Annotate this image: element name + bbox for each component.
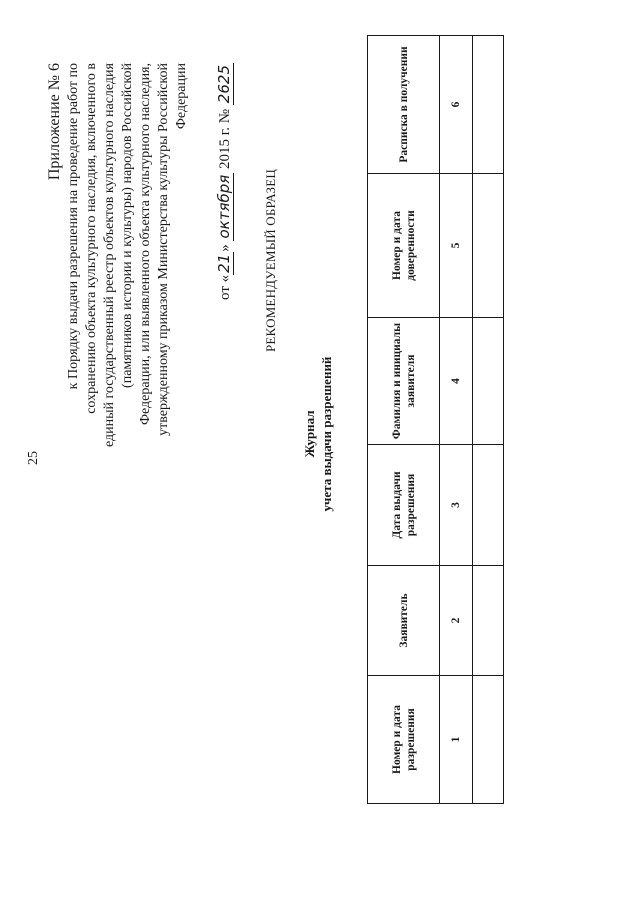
column-header: Дата выдачи разрешения	[368, 445, 440, 566]
order-year: 2015 г. №	[217, 105, 233, 173]
rotated-content	[1, 1, 639, 904]
appendix-line: (памятников истории и культуры) народов Российской	[120, 63, 135, 388]
journal-title: Журнал	[302, 410, 317, 458]
page-number: 25	[26, 451, 41, 465]
column-header: Фамилия и инициалы заявителя	[368, 318, 440, 445]
table-cell	[473, 445, 504, 566]
column-number-row	[440, 36, 473, 804]
table-cell	[473, 318, 504, 445]
journal-title-block	[301, 264, 335, 604]
order-prefix: от «	[217, 274, 233, 300]
column-number: 1	[440, 676, 473, 804]
appendix-line: Федерации, или выявленного объекта культурного наследия,	[138, 63, 153, 426]
order-sep: »	[217, 240, 233, 252]
appendix-line: единый государственный реестр объектов культурного наследия	[102, 63, 117, 448]
appendix-header	[45, 63, 191, 483]
order-day: 21	[215, 253, 233, 273]
column-header: Номер и дата разрешения	[368, 676, 440, 804]
appendix-line: Федерации	[174, 63, 189, 130]
column-number: 6	[440, 36, 473, 174]
column-header: Заявитель	[368, 566, 440, 676]
appendix-line: утвержденному приказом Министерства культуры Российской	[156, 63, 171, 436]
column-header: Номер и дата доверенности	[368, 174, 440, 318]
table-cell	[473, 174, 504, 318]
table-cell	[473, 566, 504, 676]
column-number: 5	[440, 174, 473, 318]
table-row	[473, 36, 504, 804]
appendix-title: Приложение № 6	[46, 63, 63, 181]
journal-table	[367, 35, 504, 804]
appendix-line: к Порядку выдачи разрешения на проведение работ по	[66, 63, 81, 390]
column-number: 3	[440, 445, 473, 566]
recommended-label: РЕКОМЕНДУЕМЫЙ ОБРАЗЕЦ	[263, 169, 278, 353]
table-cell	[473, 36, 504, 174]
order-reference	[215, 63, 234, 300]
column-header: Расписка в получении	[368, 36, 440, 174]
appendix-line: сохранению объекта культурного наследия, включенного в	[84, 63, 99, 414]
order-number: 2625	[215, 65, 233, 104]
column-number: 4	[440, 318, 473, 445]
order-month: октября	[215, 174, 233, 239]
column-number: 2	[440, 566, 473, 676]
table-cell	[473, 676, 504, 804]
table-header-row	[368, 36, 440, 804]
journal-subtitle: учета выдачи разрешений	[319, 356, 334, 512]
